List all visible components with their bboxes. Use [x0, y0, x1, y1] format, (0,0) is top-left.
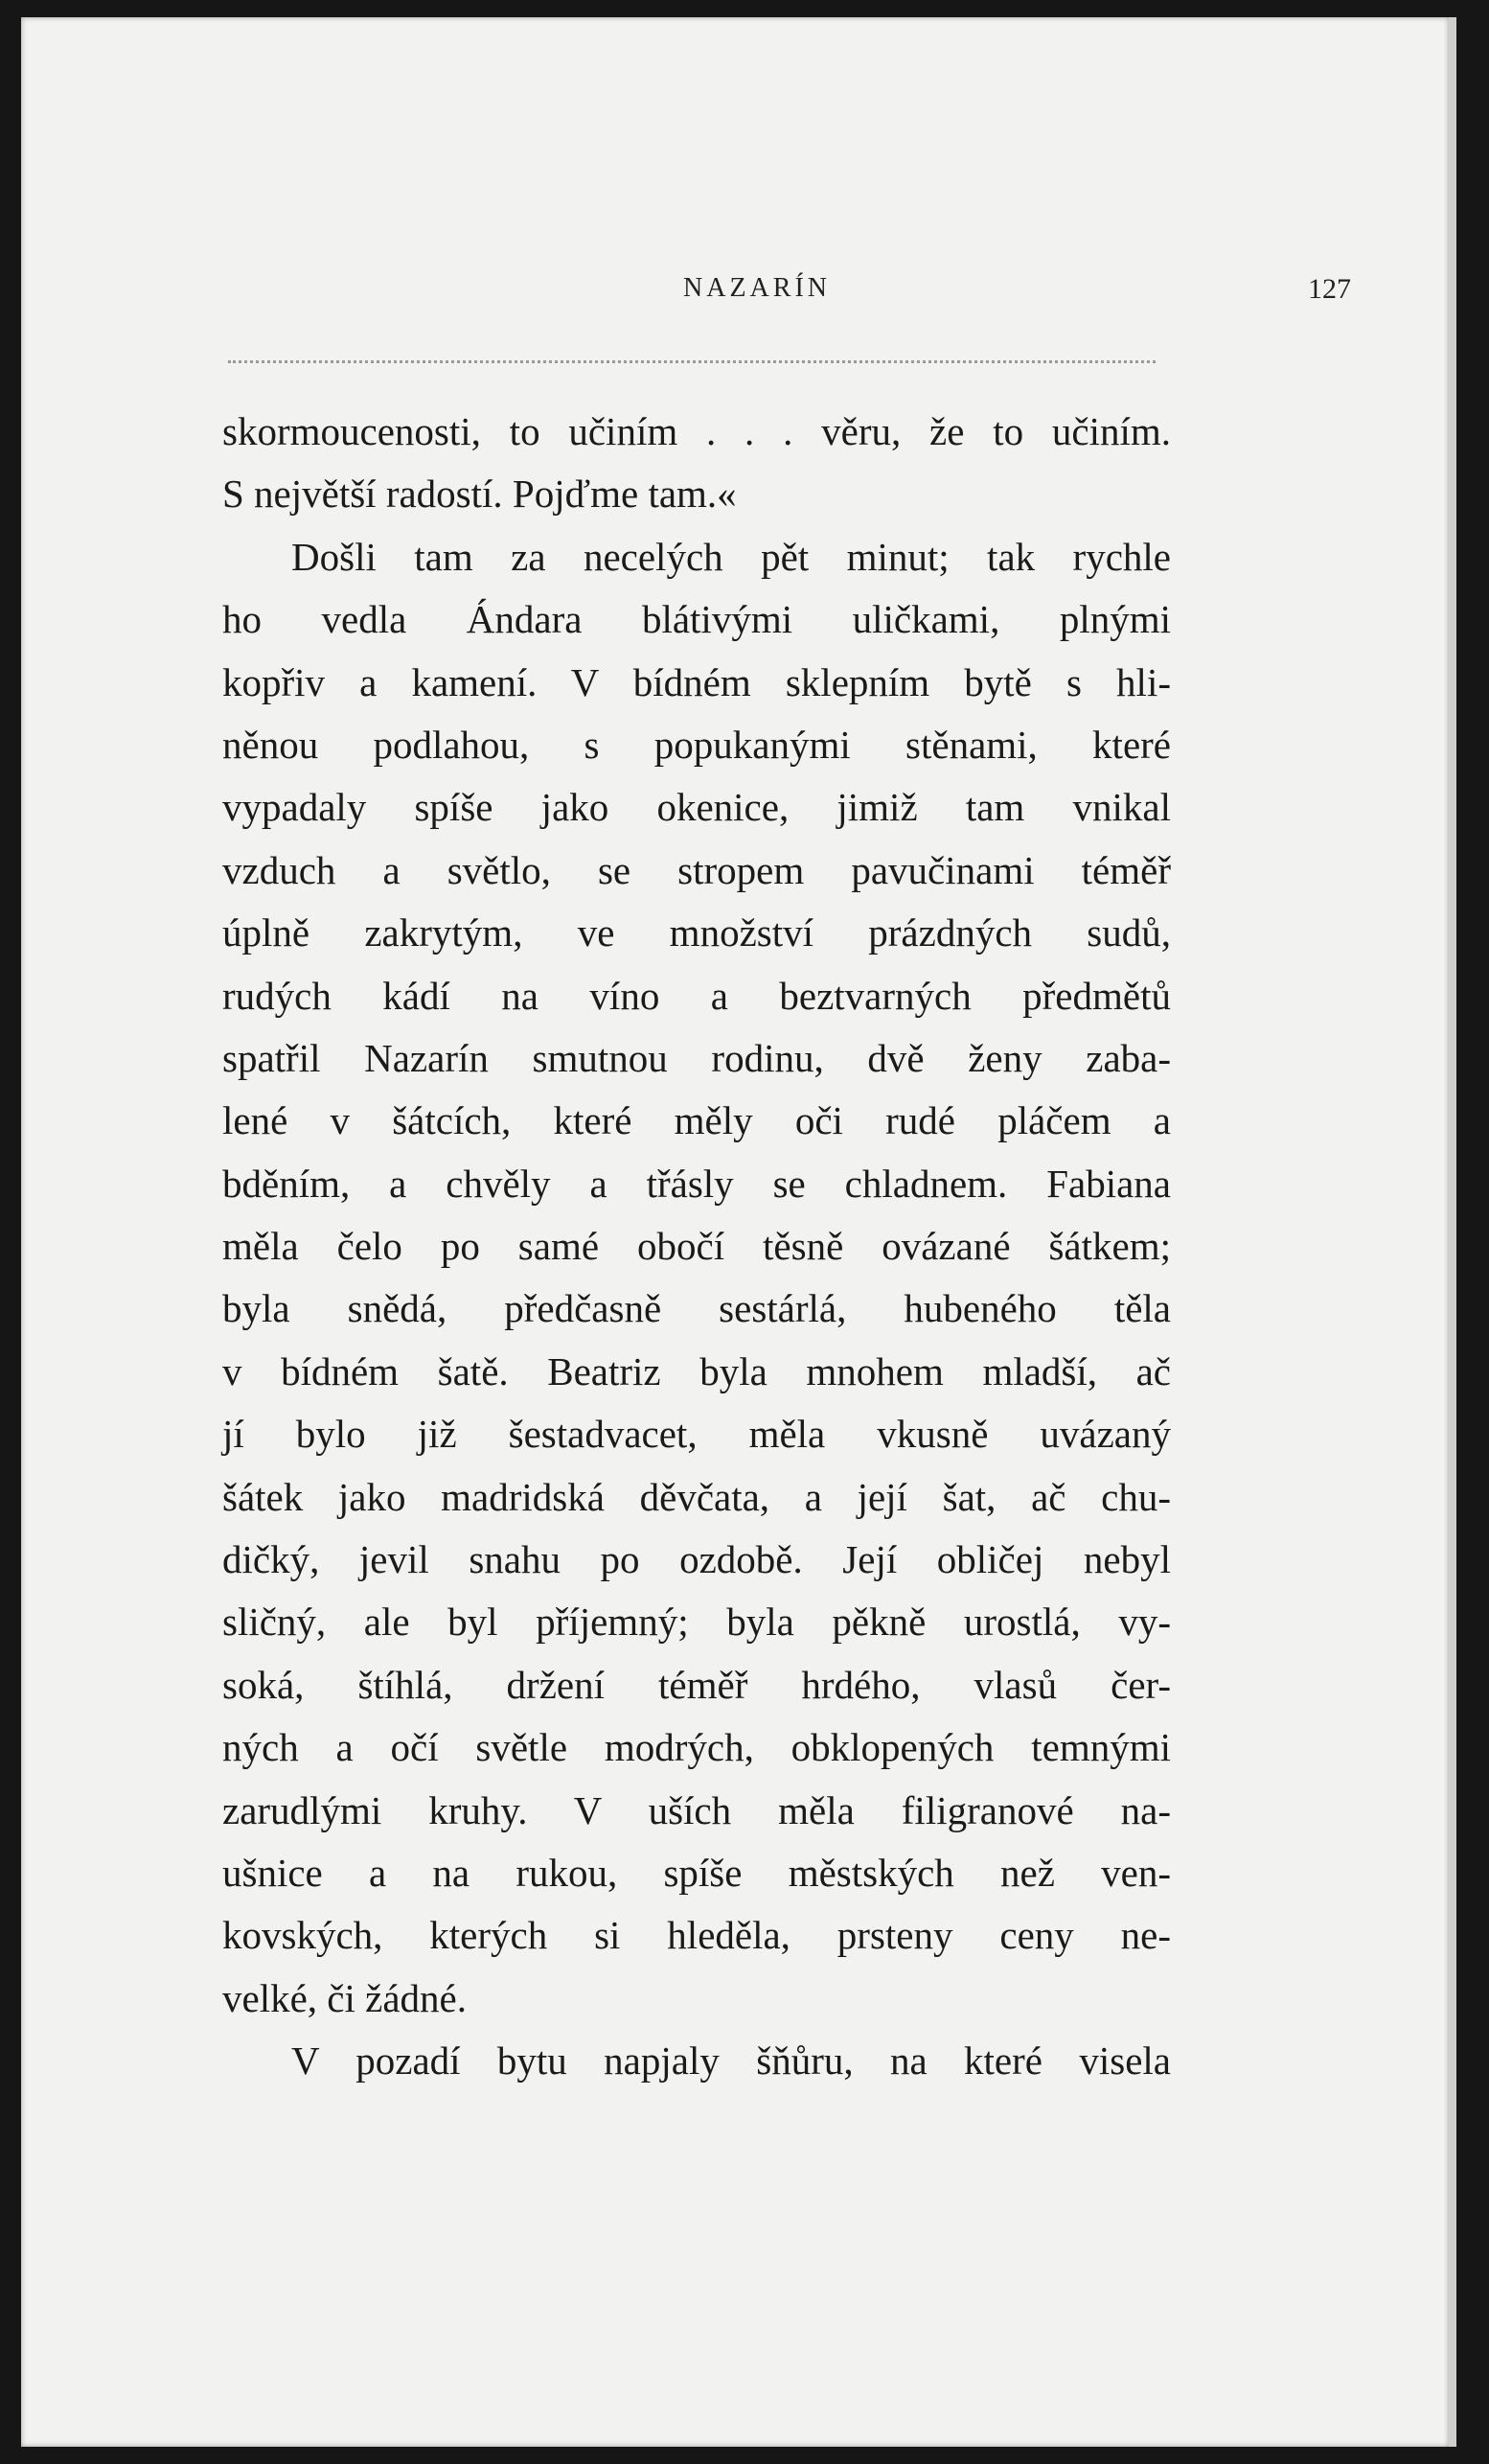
text-line: ho vedla Ándara blátivými uličkami, plnými: [222, 597, 1171, 642]
text-line: spatřil Nazarín smutnou rodinu, dvě ženy zaba-: [222, 1035, 1171, 1080]
text-line: kopřiv a kamení. V bídném sklepním bytě s hli-: [222, 659, 1171, 704]
text-line: S největší radostí. Pojďme tam.«: [222, 472, 737, 517]
text-line: úplně zakrytým, ve množství prázdných sudů,: [222, 910, 1171, 956]
text-line: dičký, jevil snahu po ozdobě. Její obličej nebyl: [222, 1537, 1171, 1582]
text-line: bděním, a chvěly a třásly se chladnem. Fabiana: [222, 1161, 1171, 1206]
header-rule: [228, 360, 1156, 363]
text-line: šátek jako madridská děvčata, a její šat, ač chu-: [222, 1474, 1171, 1519]
text-line: skormoucenosti, to učiním . . . věru, že to učiním.: [222, 409, 1171, 453]
body-text: [222, 401, 1171, 2093]
text-line: něnou podlahou, s popukanými stěnami, které: [222, 722, 1171, 767]
page-edge: [1449, 17, 1456, 2447]
text-line: kovských, kterých si hleděla, prsteny ceny ne-: [222, 1913, 1171, 1958]
text-line: velké, či žádné.: [222, 1975, 467, 2020]
running-head: [220, 273, 1351, 331]
text-line: sličný, ale byl příjemný; byla pěkně urostlá, vy-: [222, 1600, 1171, 1645]
page-number: 127: [1308, 273, 1351, 305]
text-line: V pozadí bytu napjaly šňůru, na které visela: [291, 2038, 1171, 2084]
text-line: zarudlými kruhy. V uších měla filigranové na-: [222, 1787, 1171, 1832]
text-line: byla snědá, předčasně sestárlá, hubeného těla: [222, 1286, 1171, 1331]
text-line: Došli tam za necelých pět minut; tak rychle: [291, 534, 1171, 579]
text-line: rudých kádí na víno a beztvarných předmětů: [222, 973, 1171, 1018]
text-line: v bídném šatě. Beatriz byla mnohem mladší, ač: [222, 1348, 1171, 1393]
text-line: ných a očí světle modrých, obklopených temnými: [222, 1725, 1171, 1770]
running-title: NAZARÍN: [683, 273, 831, 303]
text-line: vypadaly spíše jako okenice, jimiž tam vnikal: [222, 785, 1171, 830]
text-line: ušnice a na rukou, spíše městských než ven-: [222, 1850, 1171, 1895]
text-line: vzduch a světlo, se stropem pavučinami téměř: [222, 847, 1171, 892]
text-line: měla čelo po samé obočí těsně ovázané šátkem;: [222, 1224, 1171, 1269]
text-line: lené v šátcích, které měly oči rudé pláčem a: [222, 1098, 1171, 1143]
text-line: jí bylo již šestadvacet, měla vkusně uvázaný: [222, 1412, 1171, 1457]
text-line: soká, štíhlá, držení téměř hrdého, vlasů čer-: [222, 1662, 1171, 1707]
